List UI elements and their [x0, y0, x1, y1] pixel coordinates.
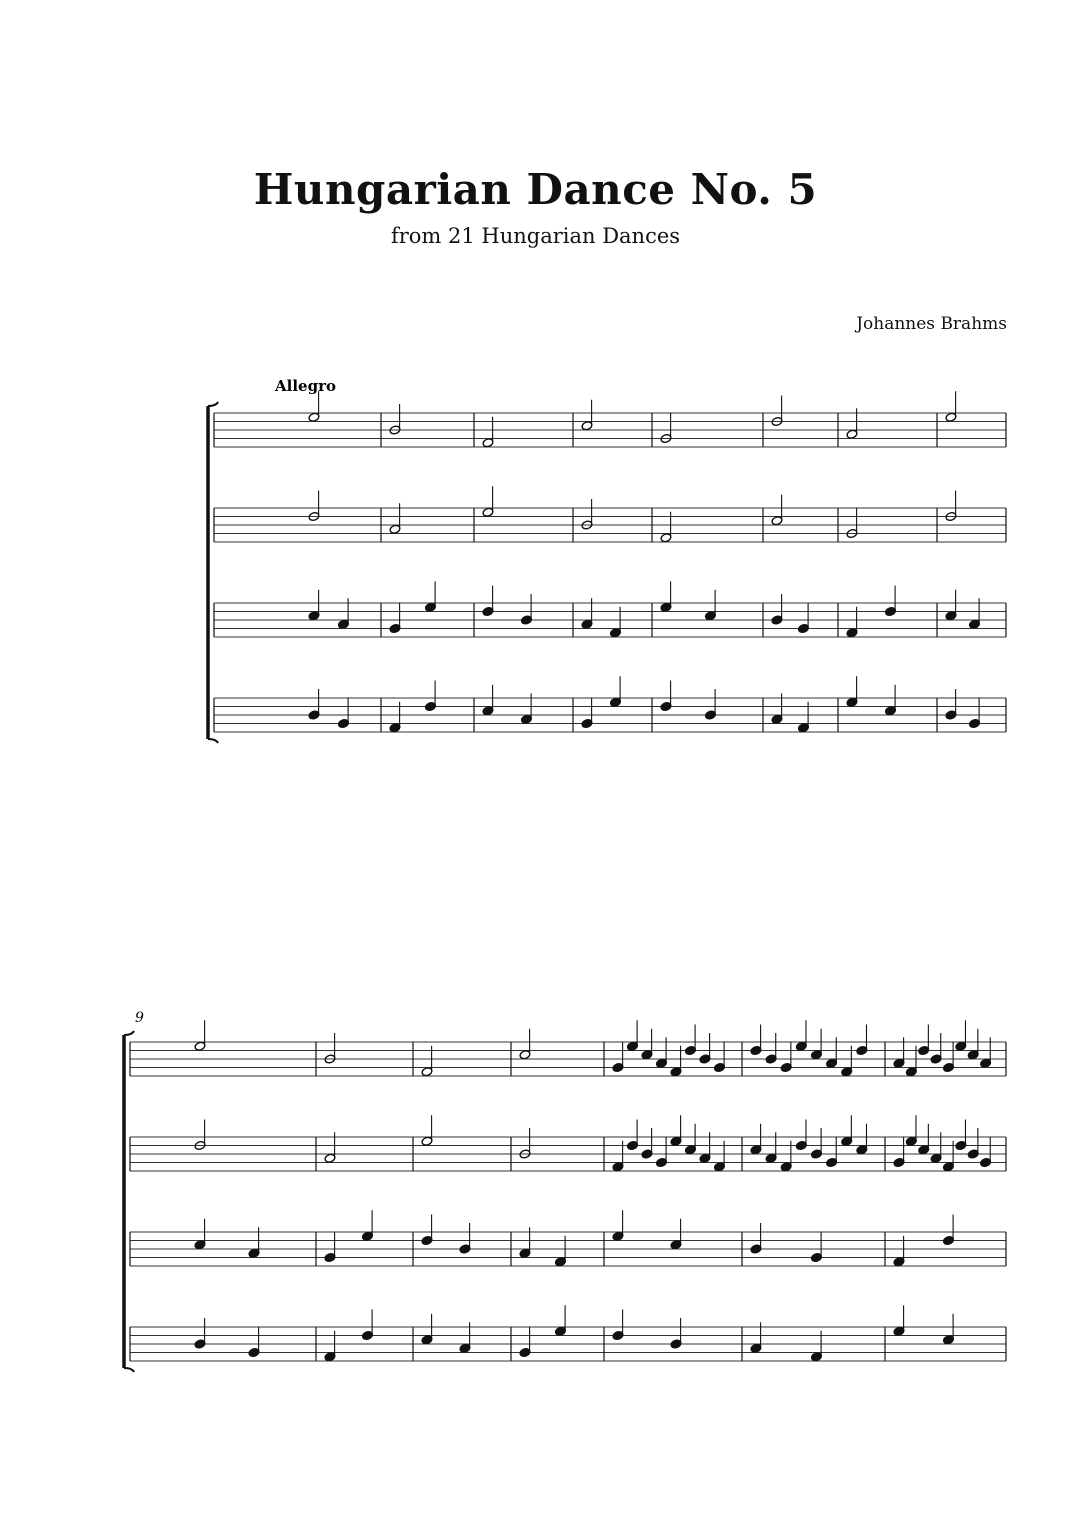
bracket-hook	[124, 1031, 134, 1035]
staff	[214, 676, 1006, 733]
tempo-marking: Allegro	[275, 377, 336, 395]
staff	[130, 1115, 1006, 1172]
staff	[130, 1305, 1006, 1362]
staff-system	[124, 1020, 1006, 1372]
composer-name: Johannes Brahms	[856, 314, 1007, 334]
staff-system	[208, 391, 1006, 743]
measure-number: 9	[135, 1010, 144, 1026]
staff	[214, 486, 1006, 543]
staff	[130, 1020, 1006, 1077]
bracket-hook	[208, 402, 218, 406]
score-title: Hungarian Dance No. 5	[253, 165, 818, 214]
staff	[214, 391, 1006, 448]
score-subtitle: from 21 Hungarian Dances	[390, 224, 681, 248]
bracket-hook	[208, 739, 218, 743]
staff	[130, 1210, 1006, 1267]
bracket-hook	[124, 1368, 134, 1372]
staff	[214, 581, 1006, 638]
